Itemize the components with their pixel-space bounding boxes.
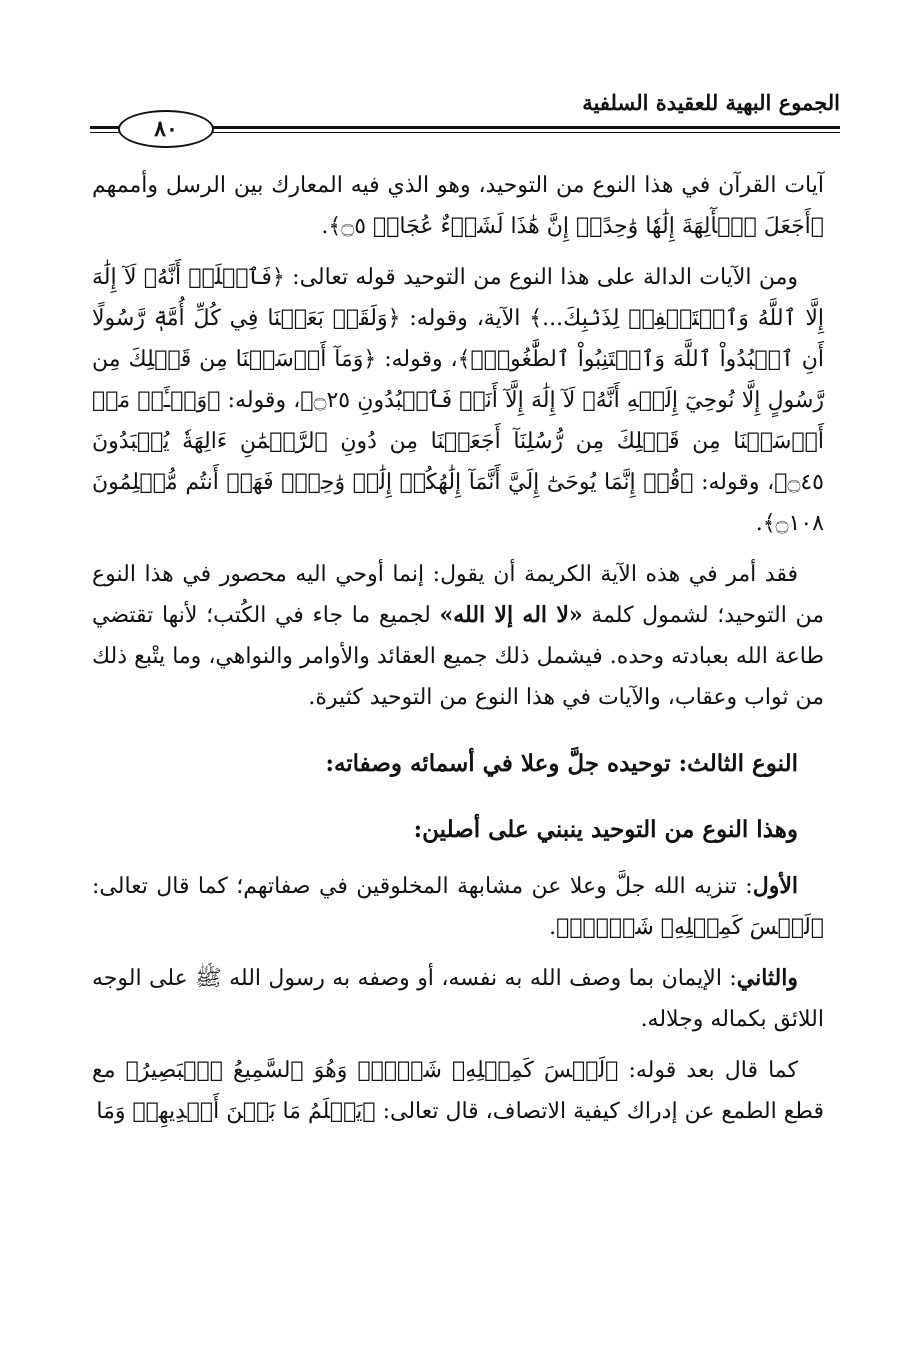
page-number: ٨٠: [118, 110, 214, 148]
section-heading-two-principles: وهذا النوع من التوحيد ينبني على أصلين:: [413, 816, 798, 843]
second-principle-text: : الإيمان بما وصف الله به نفسه، أو وصفه به رسول الله ﷺ على الوجه اللائق بكماله وجلاله.: [92, 966, 824, 1032]
first-principle-text: : تنزيه الله جلَّ وعلا عن مشابهة المخلوقين في صفاتهم؛ كما قال تعالى: ﴿لَيۡسَ كَمِثۡلِهِۦ شَيۡءٞۖ﴾.: [92, 874, 824, 940]
paragraph-2: ومن الآيات الدالة على هذا النوع من التوحيد قوله تعالى: ﴿فَٱعۡلَمۡ أَنَّهُۥ لَآ إِلَٰهَ إِلَّا ٱللَّهُ وَٱسۡتَغۡفِرۡ لِذَنۢبِكَ...﴾ الآية، وقوله: ﴿وَلَقَدۡ بَعَثۡنَا فِي كُلِّ أُمَّةٖ رَّسُولًا أَنِ ٱعۡبُدُواْ ٱللَّهَ وَٱجۡتَنِبُواْ ٱلطَّٰغُوتَۖ﴾، وقوله: ﴿وَمَآ أَرۡسَلۡنَا مِن قَبۡلِكَ مِن رَّسُولٍ إِلَّا نُوحِيٓ إِلَيۡهِ أَنَّهُۥ لَآ إِلَٰهَ إِلَّآ أَنَا۠ فَٱعۡبُدُونِ ۝٢٥﴾، وقوله: ﴿وَسۡـَٔلۡ مَنۡ أَرۡسَلۡنَا مِن قَبۡلِكَ مِن رُّسُلِنَآ أَجَعَلۡنَا مِن دُونِ ٱلرَّحۡمَٰنِ ءَالِهَةٗ يُعۡبَدُونَ ۝٤٥﴾، وقوله: ﴿قُلۡ إِنَّمَا يُوحَىٰٓ إِلَيَّ أَنَّمَآ إِلَٰهُكُمۡ إِلَٰهٞ وَٰحِدٞۖ فَهَلۡ أَنتُم مُّسۡلِمُونَ ۝١٠٨﴾.: [92, 265, 825, 536]
paragraph-3: [92, 554, 824, 718]
second-principle-label: والثاني: [736, 965, 798, 991]
paragraph-3-end: لجميع ما جاء في الكُتب؛ لأنها تقتضي طاعة الله بعبادته وحده. فيشمل ذلك جميع العقائد والأوامر والنواهي، وما يتْبع ذلك من ثواب وعقاب، والآيات في هذا النوع من التوحيد كثيرة.: [92, 603, 824, 710]
section-heading-third-type: النوع الثالث: توحيده جلَّ وعلا في أسمائه وصفاته:: [325, 750, 798, 777]
running-title: الجموع البهية للعقيدة السلفية: [582, 90, 840, 115]
page-body: [92, 165, 824, 1142]
paragraph-1: آيات القرآن في هذا النوع من التوحيد، وهو الذي فيه المعارك بين الرسل وأممهم ﴿أَجَعَلَ ٱلۡأٓلِهَةَ إِلَٰهٗا وَٰحِدًاۖ إِنَّ هَٰذَا لَشَيۡءٌ عُجَابٞ ۝٥﴾.: [92, 173, 824, 239]
tawhid-phrase: «لا اله إلا الله»: [439, 602, 583, 628]
paragraph-second-principle: [92, 958, 824, 1040]
paragraph-3-start: فقد أمر في هذه الآية الكريمة أن يقول: إنما أوحي اليه محصور في هذا النوع من التوحيد؛ لشمول كلمة: [92, 562, 824, 628]
paragraph-6: كما قال بعد قوله: ﴿لَيۡسَ كَمِثۡلِهِۦ شَيۡءٞۖ وَهُوَ ٱلسَّمِيعُ ٱلۡبَصِيرُ﴾ مع قطع الطمع عن إدراك كيفية الاتصاف، قال تعالى: ﴿يَعۡلَمُ مَا بَيۡنَ أَيۡدِيهِمۡ وَمَا: [92, 1058, 824, 1124]
paragraph-first-principle: [92, 866, 824, 948]
page-header: [90, 88, 840, 150]
first-principle-label: الأول: [752, 873, 798, 899]
